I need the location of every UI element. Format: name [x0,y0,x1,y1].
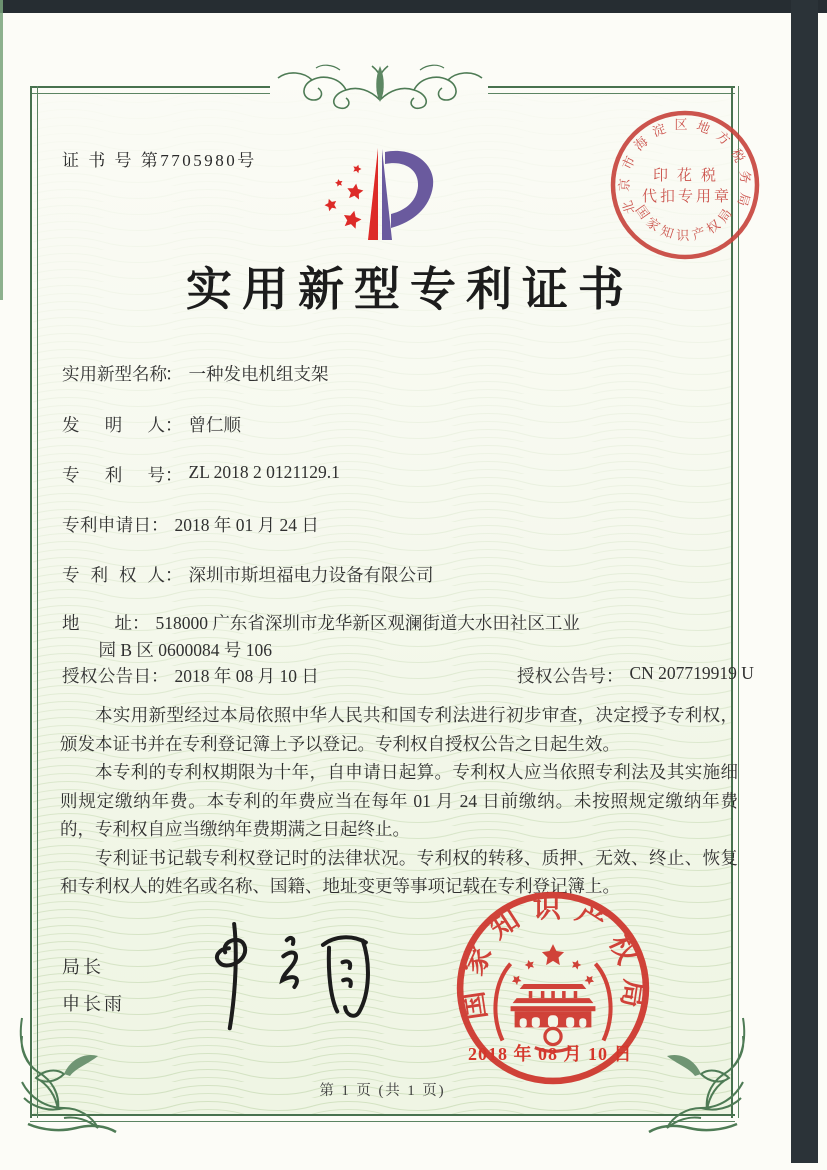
field-value: 曾仁顺 [188,415,241,435]
tax-stamp-icon [605,105,765,265]
field-colon: ： [132,613,150,633]
scan-edge-top [0,0,827,13]
field-colon: ： [165,364,183,384]
scan-edge-right [791,0,818,1163]
field-value [98,610,741,664]
field-label: 授权公告日 [62,666,151,686]
seal-date: 2018 年 08 月 10 日 [468,1044,633,1064]
field-address [62,610,741,664]
stamp-arc-top-text: 北京市海淀区地方税务局 [616,117,754,216]
certificate-title: 实用新型专利证书 [186,264,634,315]
field-label: 授权公告号 [517,666,606,686]
frame-line-left [30,86,38,1118]
field-colon: ： [165,465,183,485]
body-paragraph-1: 本实用新型经过本局依照中华人民共和国专利法进行初步审查，决定授予专利权，颁发本证书并在专利登记簿上予以登记。专利权自授权公告之日起生效。 [60,705,738,754]
field-grant-date [62,663,762,688]
stamp-line2-text: 代扣专用章 [641,189,733,205]
svg-text:国家知识产权局 [633,202,738,242]
frame-ornament-top-icon [270,56,490,112]
frame-line-bottom [30,1114,735,1122]
field-colon: ： [151,666,169,686]
stamp-line1-text: 印花税 [652,168,726,184]
field-value: 2018 年 08 月 10 日 [174,666,319,686]
field-colon: ： [151,515,169,535]
field-label: 专利权人 [62,565,165,585]
field-label: 发明人 [62,415,165,435]
field-label: 实用新型名称 [62,364,167,384]
field-label: 专利申请日 [62,515,151,535]
field-value: 一种发电机组支架 [188,364,329,384]
field-utility-model-name [62,361,329,386]
field-colon: ： [165,565,183,585]
field-label: 地址 [62,613,132,633]
field-patent-number [62,462,340,487]
frame-ornament-bottom-right-icon [642,1012,757,1137]
frame-ornament-bottom-left-icon [8,1012,123,1137]
director-name: 申长雨 [62,994,125,1014]
cnipa-logo-icon [315,140,445,250]
field-inventor [62,412,241,437]
field-grant-number [517,663,754,688]
cert-number: 证 书 号 第7705980号 [62,151,257,170]
address-line-2: 园 B 区 0600084 号 106 [98,640,273,660]
national-emblem-icon [495,944,610,1051]
field-value: 深圳市斯坦福电力设备有限公司 [188,565,434,585]
director-signature-icon [186,916,401,1036]
scan-edge-left-sliver [0,0,3,300]
field-colon: ： [165,415,183,435]
page-footer: 第 1 页 (共 1 页) [319,1083,446,1099]
field-value: ZL 2018 2 0121129.1 [188,462,340,482]
address-line-1: 518000 广东省深圳市龙华新区观澜街道大水田社区工业 [155,613,580,633]
frame-line-top-left [30,86,270,94]
field-value: CN 207719919 U [629,663,754,683]
legal-text [60,701,738,901]
frame-line-top-right [488,86,735,94]
body-paragraph-3: 专利证书记载专利权登记时的法律状况。专利权的转移、质押、无效、终止、恢复和专利权人的姓名或名称、国籍、地址变更等事项记载在专利登记簿上。 [60,847,738,896]
field-value: 2018 年 01 月 24 日 [174,515,319,535]
field-colon: ： [606,666,624,686]
field-filing-date [62,512,319,537]
seal-org-text: 国家知识产权局 [456,893,650,1022]
stamp-arc-bottom-text: 国家知识产权局 [632,202,738,243]
body-paragraph-2: 本专利的专利权期限为十年，自申请日起算。专利权人应当依照专利法及其实施细则规定缴纳年费。本专利的年费应当在每年 01 月 24 日前缴纳。未按照规定缴纳年费的，专利权自应当缴纳年费期满之日起终止。 [60,762,738,839]
field-label: 专利号 [62,465,165,485]
director-title: 局长 [62,957,104,977]
field-patentee [62,562,434,587]
